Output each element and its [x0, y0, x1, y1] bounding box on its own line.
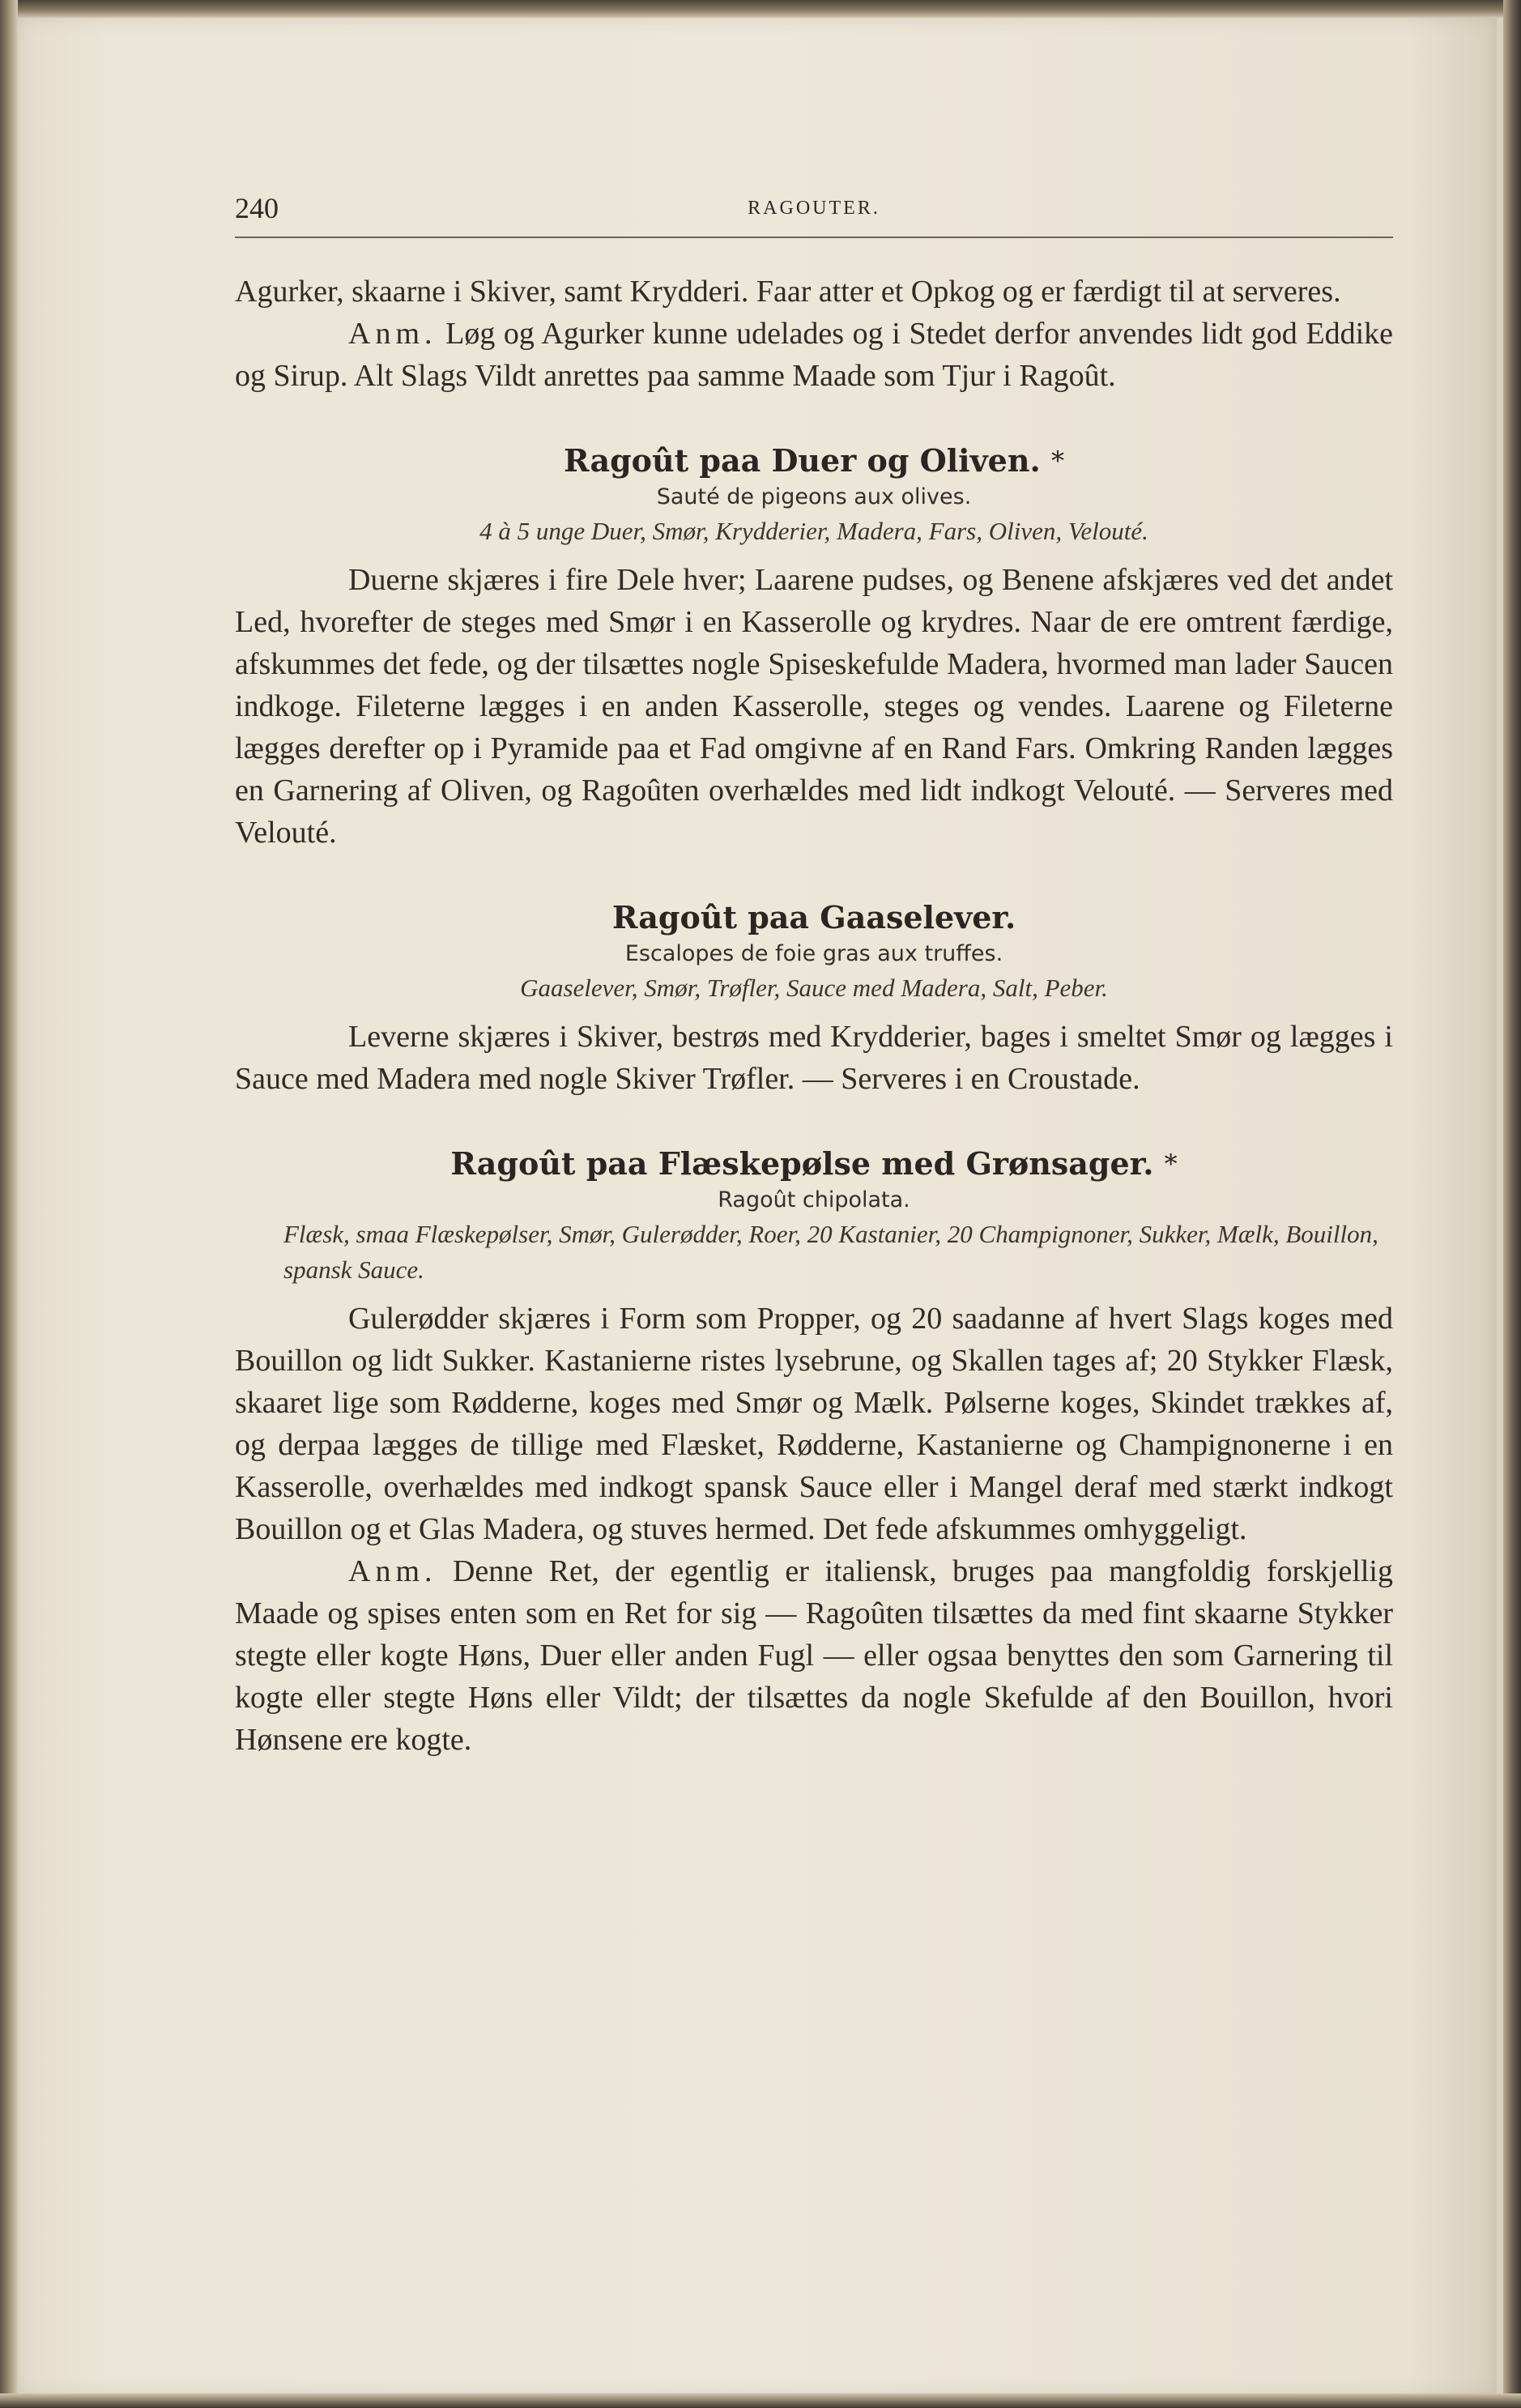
recipe-duer-oliven	[235, 441, 1393, 854]
recipe-title-text: Ragoût paa Duer og Oliven.	[564, 442, 1041, 479]
intro-note	[235, 313, 1393, 397]
running-title: RAGOUTER.	[748, 198, 880, 219]
note-label: Anm.	[348, 1554, 437, 1588]
recipe-gaaselever	[235, 897, 1393, 1100]
running-head	[235, 186, 1393, 238]
book-spine	[1503, 0, 1521, 2408]
recipe-body: Duerne skjæres i fire Dele hver; Laarene pudses, og Benene afskjæres ved det andet Led, hvorefter de steges med Smør i en Kasserolle og krydres. Naar de ere omtrent færdige, afskummes det fede, og der tilsættes nogle Spiseskefulde Madera, hvormed man lader Saucen indkoge. Fileterne lægges i en anden Kasserolle, steges og vendes. Laarene og Fileterne lægges derefter op i Pyramide paa et Fad omgivne af en Rand Fars. Omkring Randen lægges en Garnering af Oliven, og Ragoûten overhældes med lidt indkogt Velouté. — Serveres med Velouté.	[235, 563, 1393, 850]
book-bottom-edge	[0, 2393, 1521, 2408]
ingredients-list: 4 à 5 unge Duer, Smør, Krydderier, Madera, Fars, Oliven, Velouté.	[479, 517, 1148, 545]
recipe-body: Leverne skjæres i Skiver, bestrøs med Krydderier, bages i smeltet Smør og lægges i Sauce med Madera med nogle Skiver Trøfler. — Serveres i en Croustade.	[235, 1020, 1393, 1096]
star-mark: *	[1164, 1149, 1178, 1179]
recipe-title	[235, 1144, 1393, 1184]
ingredients-list: Flæsk, smaa Flæskepølser, Smør, Gulerødder, Roer, 20 Kastanier, 20 Champignoner, Sukker, Mælk, Bouillon, spansk Sauce.	[283, 1220, 1378, 1284]
page-number: 240	[235, 192, 279, 224]
note-text: Løg og Agurker kunne udelades og i Stedet derfor anvendes lidt god Eddike og Sirup. Alt Slags Vildt anrettes paa samme Maade som Tjur i Ragoût.	[235, 317, 1393, 393]
book-top-edge	[0, 0, 1521, 18]
recipe-body: Gulerødder skjæres i Form som Propper, og 20 saadanne af hvert Slags koges med Bouillon og lidt Sukker. Kastanierne ristes lysebrune, og Skallen tages af; 20 Stykker Flæsk, skaaret lige som Rødderne, koges med Smør og Mælk. Pølserne koges, Skindet trækkes af, og derpaa lægges de tillige med Flæsket, Rødderne, Kastanierne og Champignonerne i en Kasserolle, overhældes med indkogt spansk Sauce eller i Mangel deraf med stærkt indkogt Bouillon og et Glas Madera, og stuves hermed. Det fede afskummes omhyggeligt.	[235, 1302, 1393, 1546]
recipe-title	[235, 441, 1393, 481]
note-label: Anm.	[348, 317, 437, 351]
recipe-note	[235, 1550, 1393, 1761]
french-title: Ragoût chipolata.	[718, 1187, 910, 1213]
page-content	[235, 186, 1393, 1761]
french-title: Escalopes de foie gras aux truffes.	[624, 941, 1003, 966]
ingredients-list: Gaaselever, Smør, Trøfler, Sauce med Madera, Salt, Peber.	[520, 974, 1108, 1002]
star-mark: *	[1050, 445, 1064, 476]
recipe-title-text: Ragoût paa Gaaselever.	[611, 899, 1016, 935]
french-title: Sauté de pigeons aux olives.	[656, 484, 972, 509]
note-text: Denne Ret, der egentlig er italiensk, bruges paa mangfoldig forskjellig Maade og spises enten som en Ret for sig — Ragoûten tilsættes da med fint skaarne Stykker stegte eller kogte Høns, Duer eller anden Fugl — eller ogsaa benyttes den som Garnering til kogte eller stegte Høns eller Vildt; der tilsættes da nogle Skefulde af den Bouillon, hvori Hønsene ere kogte.	[235, 1554, 1393, 1757]
intro-paragraph: Agurker, skaarne i Skiver, samt Krydderi. Faar atter et Opkog og er færdigt til at serveres.	[235, 275, 1341, 309]
book-left-edge	[0, 0, 18, 2408]
recipe-title-text: Ragoût paa Flæskepølse med Grønsager.	[450, 1145, 1154, 1182]
recipe-title	[235, 897, 1393, 938]
recipe-flaeskepolse	[235, 1144, 1393, 1761]
